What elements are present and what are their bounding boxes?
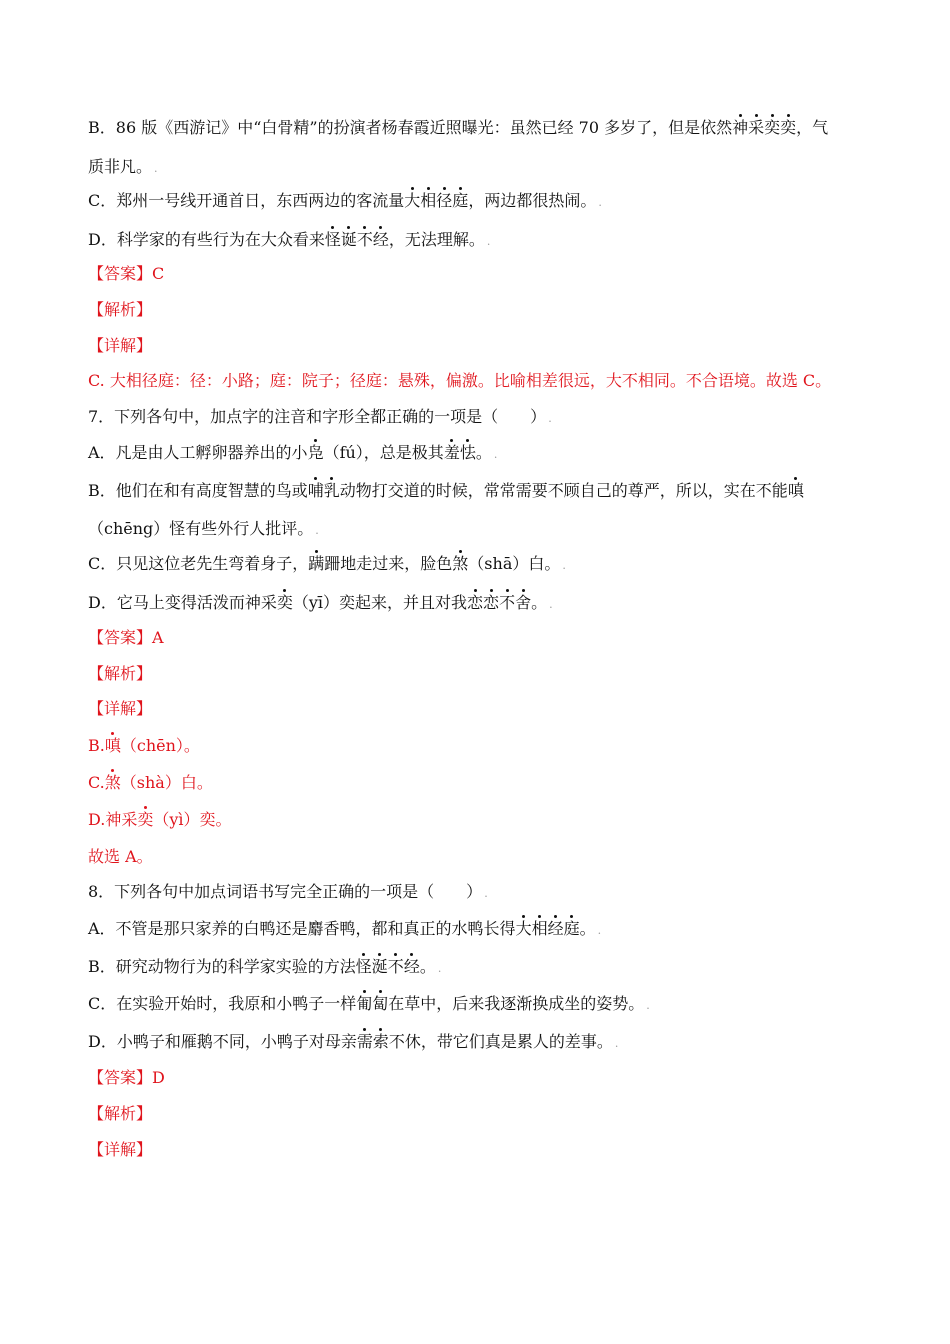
q7-option-b-line1 — [88, 480, 868, 502]
dotted-char: 庭 — [452, 191, 469, 210]
dotted-char: 不 — [499, 593, 516, 612]
q8-answer: 【答案】D — [88, 1068, 165, 1087]
dotted-char: 径 — [436, 191, 453, 210]
q7-exp-d — [88, 809, 868, 831]
dotted-word — [404, 191, 468, 210]
text: 动物打交道的时候，常常需要不顾自己的尊严，所以，实在不能 — [339, 481, 788, 500]
dotted-char: 采 — [748, 118, 765, 137]
q7-option-d: D．它马上变得活泼而神采奕（yī）奕起来，并且对我恋恋不舍。 . — [88, 593, 553, 612]
dotted-word — [467, 593, 531, 612]
dotted-char: 舍 — [515, 593, 532, 612]
text: C．只见这位老先生弯着身子， — [88, 554, 309, 573]
dotted-char: 怪 — [324, 230, 341, 249]
dotted-word — [732, 118, 796, 137]
dotted-char: 恋 — [467, 593, 484, 612]
text: D．小鸭子和雁鹅不同，小鸭子对母亲 — [88, 1032, 357, 1051]
dotted-char: 奕 — [276, 593, 293, 612]
text: D．科学家的有些行为在大众看来 — [88, 230, 325, 249]
dotted-char: 嗔 — [787, 481, 804, 500]
dotted-char: 大 — [404, 191, 421, 210]
q6-option-b-line2: 质非凡。 . — [88, 157, 158, 176]
dotted-char: 煞 — [104, 773, 121, 792]
dotted-char: 煞 — [452, 554, 469, 573]
dotted-char: 经 — [547, 919, 564, 938]
dotted-word — [357, 1032, 389, 1051]
q7-conclusion: 故选 A。 — [88, 847, 153, 866]
text: 。 — [531, 593, 548, 612]
q8-stem: 8．下列各句中加点词语书写完全正确的一项是（ ） . — [88, 882, 488, 901]
dotted-char: 相 — [531, 919, 548, 938]
text: （chēn）。 — [120, 736, 200, 755]
text: ，无法理解。 — [388, 230, 485, 249]
q6-explanation: C. 大相径庭：径：小路；庭：院子；径庭：悬殊，偏激。比喻相差很远，大不相同。不合语境。故选 C。 — [88, 371, 832, 390]
text: D．它马上变得活泼而神采 — [88, 593, 277, 612]
q6-analysis: 【解析】 — [88, 300, 153, 319]
text: C．郑州一号线开通首日，东西两边的客流量 — [88, 191, 405, 210]
q7-option-c: C．只见这位老先生弯着身子，蹒跚地走过来，脸色煞（shā）白。 . — [88, 554, 566, 573]
dotted-char: 羞 — [443, 443, 460, 462]
text: 。 — [475, 443, 492, 462]
text: （fú），总是极其 — [323, 443, 444, 462]
dotted-char: 不 — [387, 957, 404, 976]
q8-detail: 【详解】 — [88, 1140, 153, 1159]
dotted-char: 经 — [372, 230, 389, 249]
text: 。 — [419, 957, 436, 976]
dotted-char: 不 — [356, 230, 373, 249]
q7-answer: 【答案】A — [88, 628, 164, 647]
dotted-char: 哺 — [307, 481, 324, 500]
dotted-char: 相 — [420, 191, 437, 210]
q8-option-d: D．小鸭子和雁鹅不同，小鸭子对母亲需索不休，带它们真是累人的差事。 . — [88, 1032, 619, 1051]
text: 质非凡。 — [88, 157, 153, 176]
text: 7．下列各句中，加点字的注音和字形全都正确的一项是（ ） — [88, 407, 547, 426]
text: C. — [88, 773, 105, 792]
dotted-char: 涎 — [371, 957, 388, 976]
dotted-char: 神 — [732, 118, 749, 137]
dotted-char: 乳 — [323, 481, 340, 500]
dotted-char: 奕 — [780, 118, 797, 137]
dotted-char: 匍 — [356, 994, 373, 1013]
text: （shā）白。 — [468, 554, 561, 573]
text: B．86 版《西游记》中“白骨精”的扮演者杨春霞近照曝光：虽然已经 70 多岁了，但是依然 — [88, 118, 733, 137]
dotted-char: 庭 — [563, 919, 580, 938]
dotted-char: 诞 — [340, 230, 357, 249]
q8-option-b: B．研究动物行为的科学家实验的方法怪涎不经。 . — [88, 957, 442, 976]
text: D.神采 — [88, 810, 138, 829]
text: B．研究动物行为的科学家实验的方法 — [88, 957, 356, 976]
q7-exp-b — [88, 735, 868, 757]
q7-stem: 7．下列各句中，加点字的注音和字形全都正确的一项是（ ） . — [88, 407, 552, 426]
dotted-char: 需 — [356, 1032, 373, 1051]
q7-analysis: 【解析】 — [88, 664, 153, 683]
text: 。 — [579, 919, 596, 938]
text: 8．下列各句中加点词语书写完全正确的一项是（ ） — [88, 882, 483, 901]
dotted-char: 经 — [403, 957, 420, 976]
dotted-char: 蹒 — [308, 554, 325, 573]
dotted-char: 凫 — [307, 443, 324, 462]
text: B．他们在和有高度智慧的鸟或 — [88, 481, 308, 500]
text: C．在实验开始时，我原和小鸭子一样 — [88, 994, 357, 1013]
dotted-char: 恋 — [483, 593, 500, 612]
q7-detail: 【详解】 — [88, 699, 153, 718]
text: B. — [88, 736, 105, 755]
q6-option-c: C．郑州一号线开通首日，东西两边的客流量大相径庭，两边都很热闹。 . — [88, 191, 602, 210]
dotted-word — [356, 994, 388, 1013]
dotted-char: 索 — [372, 1032, 389, 1051]
dotted-char: 匐 — [372, 994, 389, 1013]
text: 不休，带它们真是累人的差事。 — [388, 1032, 613, 1051]
q6-answer: 【答案】C — [88, 264, 165, 283]
text: 在草中，后来我逐渐换成坐的姿势。 — [388, 994, 645, 1013]
dotted-char: 大 — [515, 919, 532, 938]
q7-option-a: A．凡是由人工孵卵器养出的小凫（fú），总是极其羞怯。 . — [88, 443, 498, 462]
dotted-char: 奕 — [764, 118, 781, 137]
text: （yī）奕起来，并且对我 — [292, 593, 468, 612]
dotted-word — [516, 919, 580, 938]
dotted-char: 怪 — [355, 957, 372, 976]
dotted-char: 怯 — [459, 443, 476, 462]
text: 跚地走过来，脸色 — [324, 554, 453, 573]
q8-option-a: A．不管是那只家养的白鸭还是麝香鸭，都和真正的水鸭长得大相经庭。 . — [88, 919, 602, 938]
dotted-word — [356, 957, 420, 976]
q7-exp-c — [88, 772, 868, 794]
dotted-char: 嗔 — [104, 736, 121, 755]
q6-option-d: D．科学家的有些行为在大众看来怪诞不经，无法理解。 . — [88, 230, 491, 249]
text: （chēng）怪有些外行人批评。 — [88, 519, 314, 538]
q7-option-b-line2: （chēng）怪有些外行人批评。 . — [88, 519, 319, 538]
dotted-word — [325, 230, 389, 249]
text: A．凡是由人工孵卵器养出的小 — [88, 443, 308, 462]
q8-analysis: 【解析】 — [88, 1104, 153, 1123]
text: ，两边都很热闹。 — [468, 191, 597, 210]
text: A．不管是那只家养的白鸭还是麝香鸭，都和真正的水鸭长得 — [88, 919, 516, 938]
text: （yì）奕。 — [153, 810, 232, 829]
text: ，气 — [796, 118, 829, 137]
dotted-char: 奕 — [137, 810, 154, 829]
q6-detail: 【详解】 — [88, 336, 153, 355]
q8-option-c: C．在实验开始时，我原和小鸭子一样匍匐在草中，后来我逐渐换成坐的姿势。 . — [88, 994, 650, 1013]
text: （shà）白。 — [120, 773, 213, 792]
q6-option-b-line1 — [88, 117, 868, 139]
